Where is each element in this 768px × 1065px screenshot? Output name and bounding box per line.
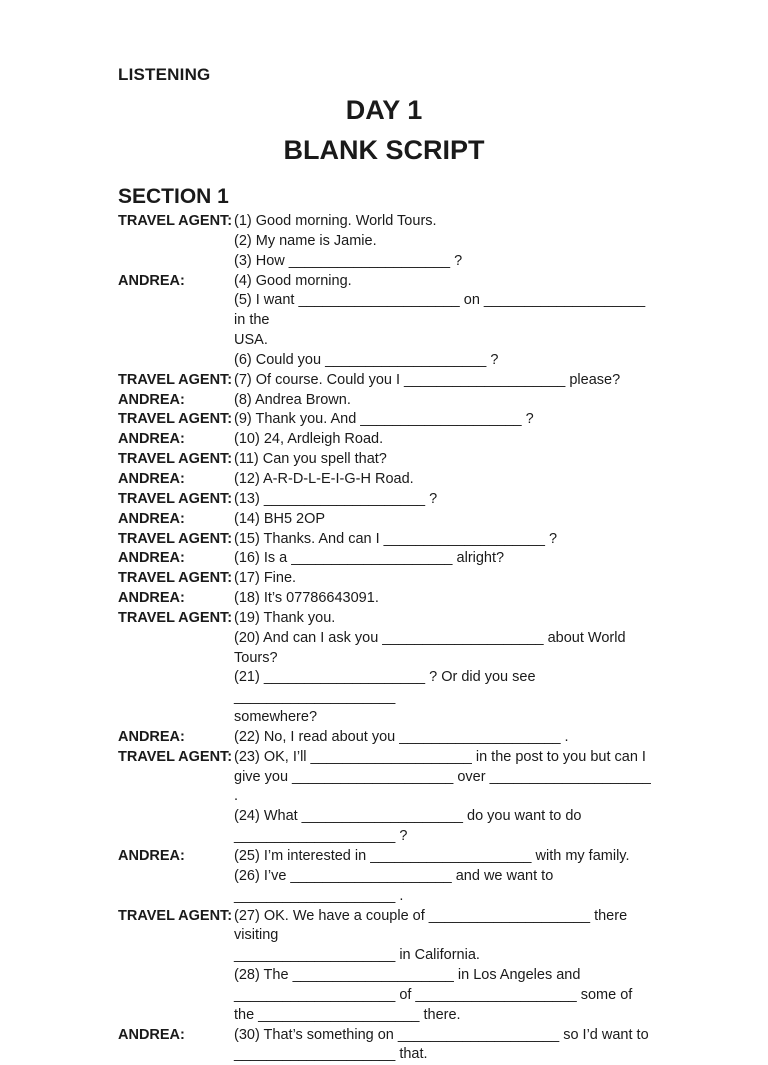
speaker-label: ANDREA:: [118, 510, 185, 527]
speaker-label: TRAVEL AGENT:: [118, 907, 233, 924]
speaker-label: [118, 1006, 234, 1026]
speech-text: (19) Thank you.: [234, 609, 336, 626]
speaker-label: TRAVEL AGENT:: [118, 451, 233, 468]
speaker-label: [118, 887, 234, 907]
document-page: [118, 62, 678, 1065]
speech-text: (16) Is a ____________________ alright?: [234, 550, 505, 567]
dialogue-line: [118, 1045, 678, 1065]
speech-text: (17) Fine.: [234, 570, 297, 587]
speech-text: (1) Good morning. World Tours.: [234, 213, 437, 229]
dialogue-line: [118, 847, 678, 867]
speech-text: (26) I’ve ____________________ and we want to: [234, 867, 554, 884]
dialogue-line: [118, 530, 678, 550]
speech-text: (3) How ____________________ ?: [234, 252, 463, 269]
speaker-label: [118, 946, 234, 966]
speaker-label: [118, 331, 234, 351]
speaker-label: TRAVEL AGENT:: [118, 371, 233, 388]
dialogue-line: [118, 351, 678, 371]
dialogue-line: [118, 1026, 678, 1046]
speech-text: give you ____________________ over ____________________ .: [234, 768, 651, 805]
speaker-label: ANDREA:: [118, 272, 185, 289]
speaker-label: TRAVEL AGENT:: [118, 490, 233, 507]
speech-text: (13) ____________________ ?: [234, 490, 438, 507]
speaker-label: ANDREA:: [118, 728, 185, 745]
speaker-label: [118, 708, 234, 728]
speech-text: (14) BH5 2OP: [234, 510, 326, 527]
speech-text: (18) It’s 07786643091.: [234, 590, 379, 607]
speaker-label: [118, 986, 234, 1006]
speech-text: (27) OK. We have a couple of ____________________ there visiting: [234, 907, 628, 944]
speech-text: (20) And can I ask you ____________________ about World Tours?: [234, 629, 626, 666]
speaker-label: [118, 867, 234, 887]
dialogue-line: [118, 450, 678, 470]
dialogue-line: [118, 966, 678, 986]
dialogue-line: [118, 490, 678, 510]
dialogue-line: [118, 272, 678, 292]
speaker-label: TRAVEL AGENT:: [118, 213, 233, 229]
dialogue-line: [118, 549, 678, 569]
page-title-blank-script: BLANK SCRIPT: [283, 135, 485, 165]
speaker-label: ANDREA:: [118, 1026, 185, 1043]
dialogue-line: [118, 430, 678, 450]
dialogue-line: [118, 410, 678, 430]
speech-text: (23) OK, I’ll ____________________ in the post to you but can I: [234, 748, 646, 765]
speech-text: (4) Good morning.: [234, 272, 352, 289]
dialogue-line: [118, 470, 678, 490]
speech-text: ____________________ ?: [234, 828, 408, 845]
dialogue-line: [118, 807, 678, 827]
dialogue-line: [118, 708, 678, 728]
speaker-label: ANDREA:: [118, 848, 185, 864]
speech-text: (25) I’m interested in ____________________ with my family.: [234, 848, 630, 864]
speaker-label: [118, 291, 234, 331]
speech-text: ____________________ that.: [234, 1046, 428, 1063]
speaker-label: [118, 232, 234, 252]
dialogue-line: [118, 907, 678, 947]
speech-text: (6) Could you ____________________ ?: [234, 351, 499, 368]
speaker-label: ANDREA:: [118, 590, 185, 607]
dialogue-line: [118, 212, 678, 232]
speech-text: (5) I want ____________________ on ____________________ in the: [234, 292, 646, 329]
speech-text: (24) What ____________________ do you want to do: [234, 808, 582, 825]
dialogue-line: [118, 827, 678, 847]
speech-text: (30) That’s something on ____________________ so I’d want to: [234, 1026, 649, 1043]
speech-text: ____________________ in California.: [234, 947, 480, 964]
dialogue-line: [118, 768, 678, 808]
dialogue-line: [118, 391, 678, 411]
speaker-label: [118, 827, 234, 847]
speaker-label: TRAVEL AGENT:: [118, 609, 233, 626]
speech-text: (12) A-R-D-L-E-I-G-H Road.: [234, 470, 414, 487]
speaker-label: [118, 807, 234, 827]
speaker-label: ANDREA:: [118, 470, 185, 487]
dialogue-line: [118, 887, 678, 907]
speech-text: (28) The ____________________ in Los Angeles and: [234, 967, 581, 984]
speaker-label: ANDREA:: [118, 391, 185, 408]
speech-text: (15) Thanks. And can I ____________________ ?: [234, 530, 558, 547]
dialogue-line: [118, 986, 678, 1006]
dialogue-line: [118, 331, 678, 351]
speaker-label: TRAVEL AGENT:: [118, 748, 233, 765]
speech-text: (10) 24, Ardleigh Road.: [234, 431, 384, 448]
speaker-label: [118, 668, 234, 708]
dialogue-line: [118, 589, 678, 609]
speech-text: (8) Andrea Brown.: [234, 391, 351, 408]
dialogue-line: [118, 668, 678, 708]
speech-text: (21) ____________________ ? Or did you see ____________________: [234, 669, 536, 706]
speech-text: ____________________ .: [234, 887, 404, 904]
speaker-label: TRAVEL AGENT:: [118, 411, 233, 428]
dialogue-line: [118, 629, 678, 669]
dialogue-line: [118, 728, 678, 748]
dialogue-line: [118, 867, 678, 887]
speaker-label: TRAVEL AGENT:: [118, 570, 233, 587]
dialogue-line: [118, 1006, 678, 1026]
speech-text: (2) My name is Jamie.: [234, 232, 377, 249]
speaker-label: TRAVEL AGENT:: [118, 530, 233, 547]
section-heading: SECTION 1: [118, 185, 229, 208]
dialogue-line: [118, 609, 678, 629]
speaker-label: [118, 966, 234, 986]
speaker-label: [118, 351, 234, 371]
speaker-label: [118, 1045, 234, 1065]
dialogue-line: [118, 946, 678, 966]
dialogue-script: [118, 212, 678, 1065]
page-title-day: DAY 1: [345, 95, 423, 125]
dialogue-line: [118, 569, 678, 589]
speaker-label: [118, 629, 234, 669]
dialogue-line: [118, 371, 678, 391]
speech-text: ____________________ of ____________________ some of: [234, 986, 633, 1003]
speaker-label: ANDREA:: [118, 431, 185, 448]
speech-text: (9) Thank you. And ____________________ ?: [234, 411, 534, 428]
dialogue-line: [118, 291, 678, 331]
speech-text: the ____________________ there.: [234, 1006, 461, 1023]
speech-text: (11) Can you spell that?: [234, 451, 387, 468]
dialogue-line: [118, 510, 678, 530]
dialogue-line: [118, 232, 678, 252]
speaker-label: ANDREA:: [118, 550, 185, 567]
speech-text: (22) No, I read about you ____________________ .: [234, 728, 569, 745]
dialogue-line: [118, 748, 678, 768]
dialogue-line: [118, 252, 678, 272]
speaker-label: [118, 252, 234, 272]
speech-text: USA.: [234, 332, 268, 349]
listening-label: LISTENING: [118, 65, 211, 84]
speech-text: somewhere?: [234, 709, 318, 726]
speech-text: (7) Of course. Could you I ____________________ please?: [234, 371, 621, 388]
speaker-label: [118, 768, 234, 808]
